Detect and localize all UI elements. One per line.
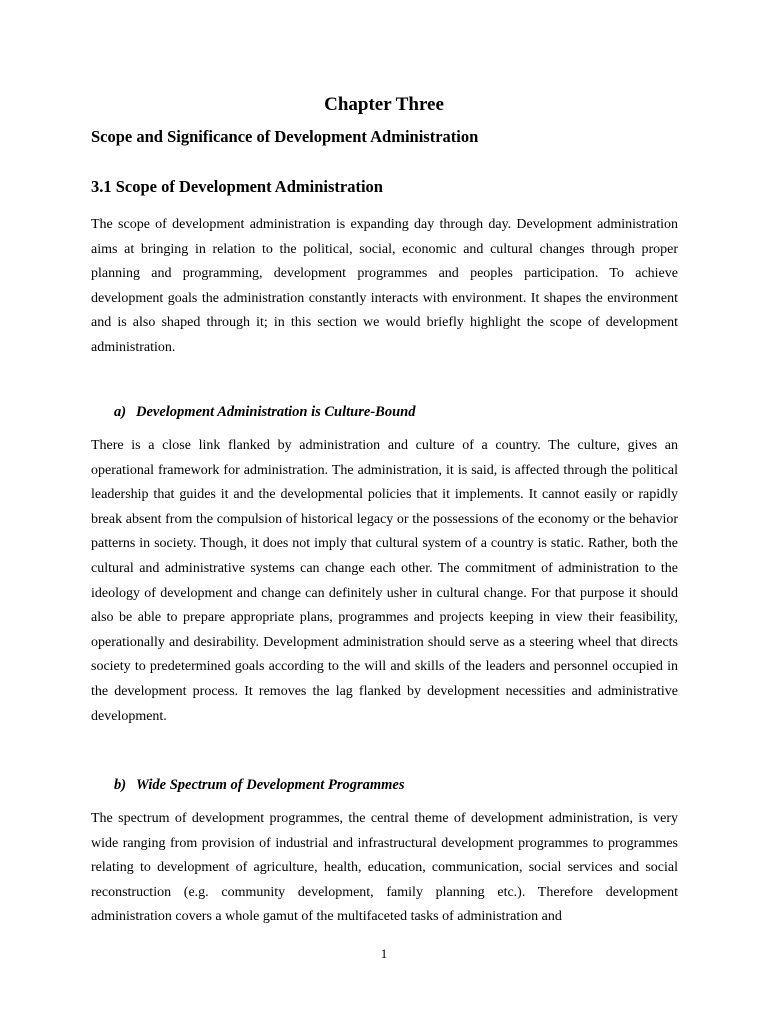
subsection-paragraph-b: The spectrum of development programmes, the central theme of development administration, is very wide ranging from provision of industrial and infrastructural development programmes to programmes relating to development of agriculture, health, education, communication, social services and social reconstruction (e.g. community development, family planning etc.). Therefore development administration covers a whole gamut of the multifaceted tasks of administration and (91, 811, 678, 925)
subsection-paragraph-a: There is a close link flanked by administration and culture of a country. The culture, gives an operational framework for administration. The administration, it is said, is affected through the political leadership that guides it and the developmental policies that it implements. It cannot easily or rapidly break absent from the compulsion of historical legacy or the possessions of the economy or the behavior patterns in society. Though, it does not imply that cultural system of a country is static. Rather, both the cultural and administrative systems can change each other. The commitment of administration to the ideology of development and change can definitely usher in cultural change. For that purpose it should also be able to prepare appropriate plans, programmes and projects keeping in view their feasibility, operationally and desirability. Development administration should serve as a steering wheel that directs society to predetermined goals according to the will and skills of the leaders and personnel occupied in the development process. It removes the lag flanked by development necessities and administrative development. (91, 438, 678, 724)
subsection-marker: b) (114, 777, 127, 793)
page-number: 1 (380, 946, 388, 961)
subsection-title: Wide Spectrum of Development Programmes (136, 777, 405, 793)
intro-paragraph: The scope of development administration is expanding day through day. Development administration aims at bringing in relation to the political, social, economic and cultural changes through proper planning and programming, development programmes and peoples participation. To achieve development goals the administration constantly interacts with environment. It shapes the environment and is also shaped through it; in this section we would briefly highlight the scope of development administration. (91, 217, 678, 355)
subsection-marker: a) (114, 404, 127, 420)
chapter-title: Chapter Three (324, 94, 444, 115)
section-heading: 3.1 Scope of Development Administration (91, 177, 383, 196)
chapter-subtitle: Scope and Significance of Development Administration (91, 127, 479, 146)
subsection-heading-a (114, 404, 415, 421)
subsection-heading-b (114, 777, 405, 794)
subsection-title: Development Administration is Culture-Bound (136, 404, 416, 420)
